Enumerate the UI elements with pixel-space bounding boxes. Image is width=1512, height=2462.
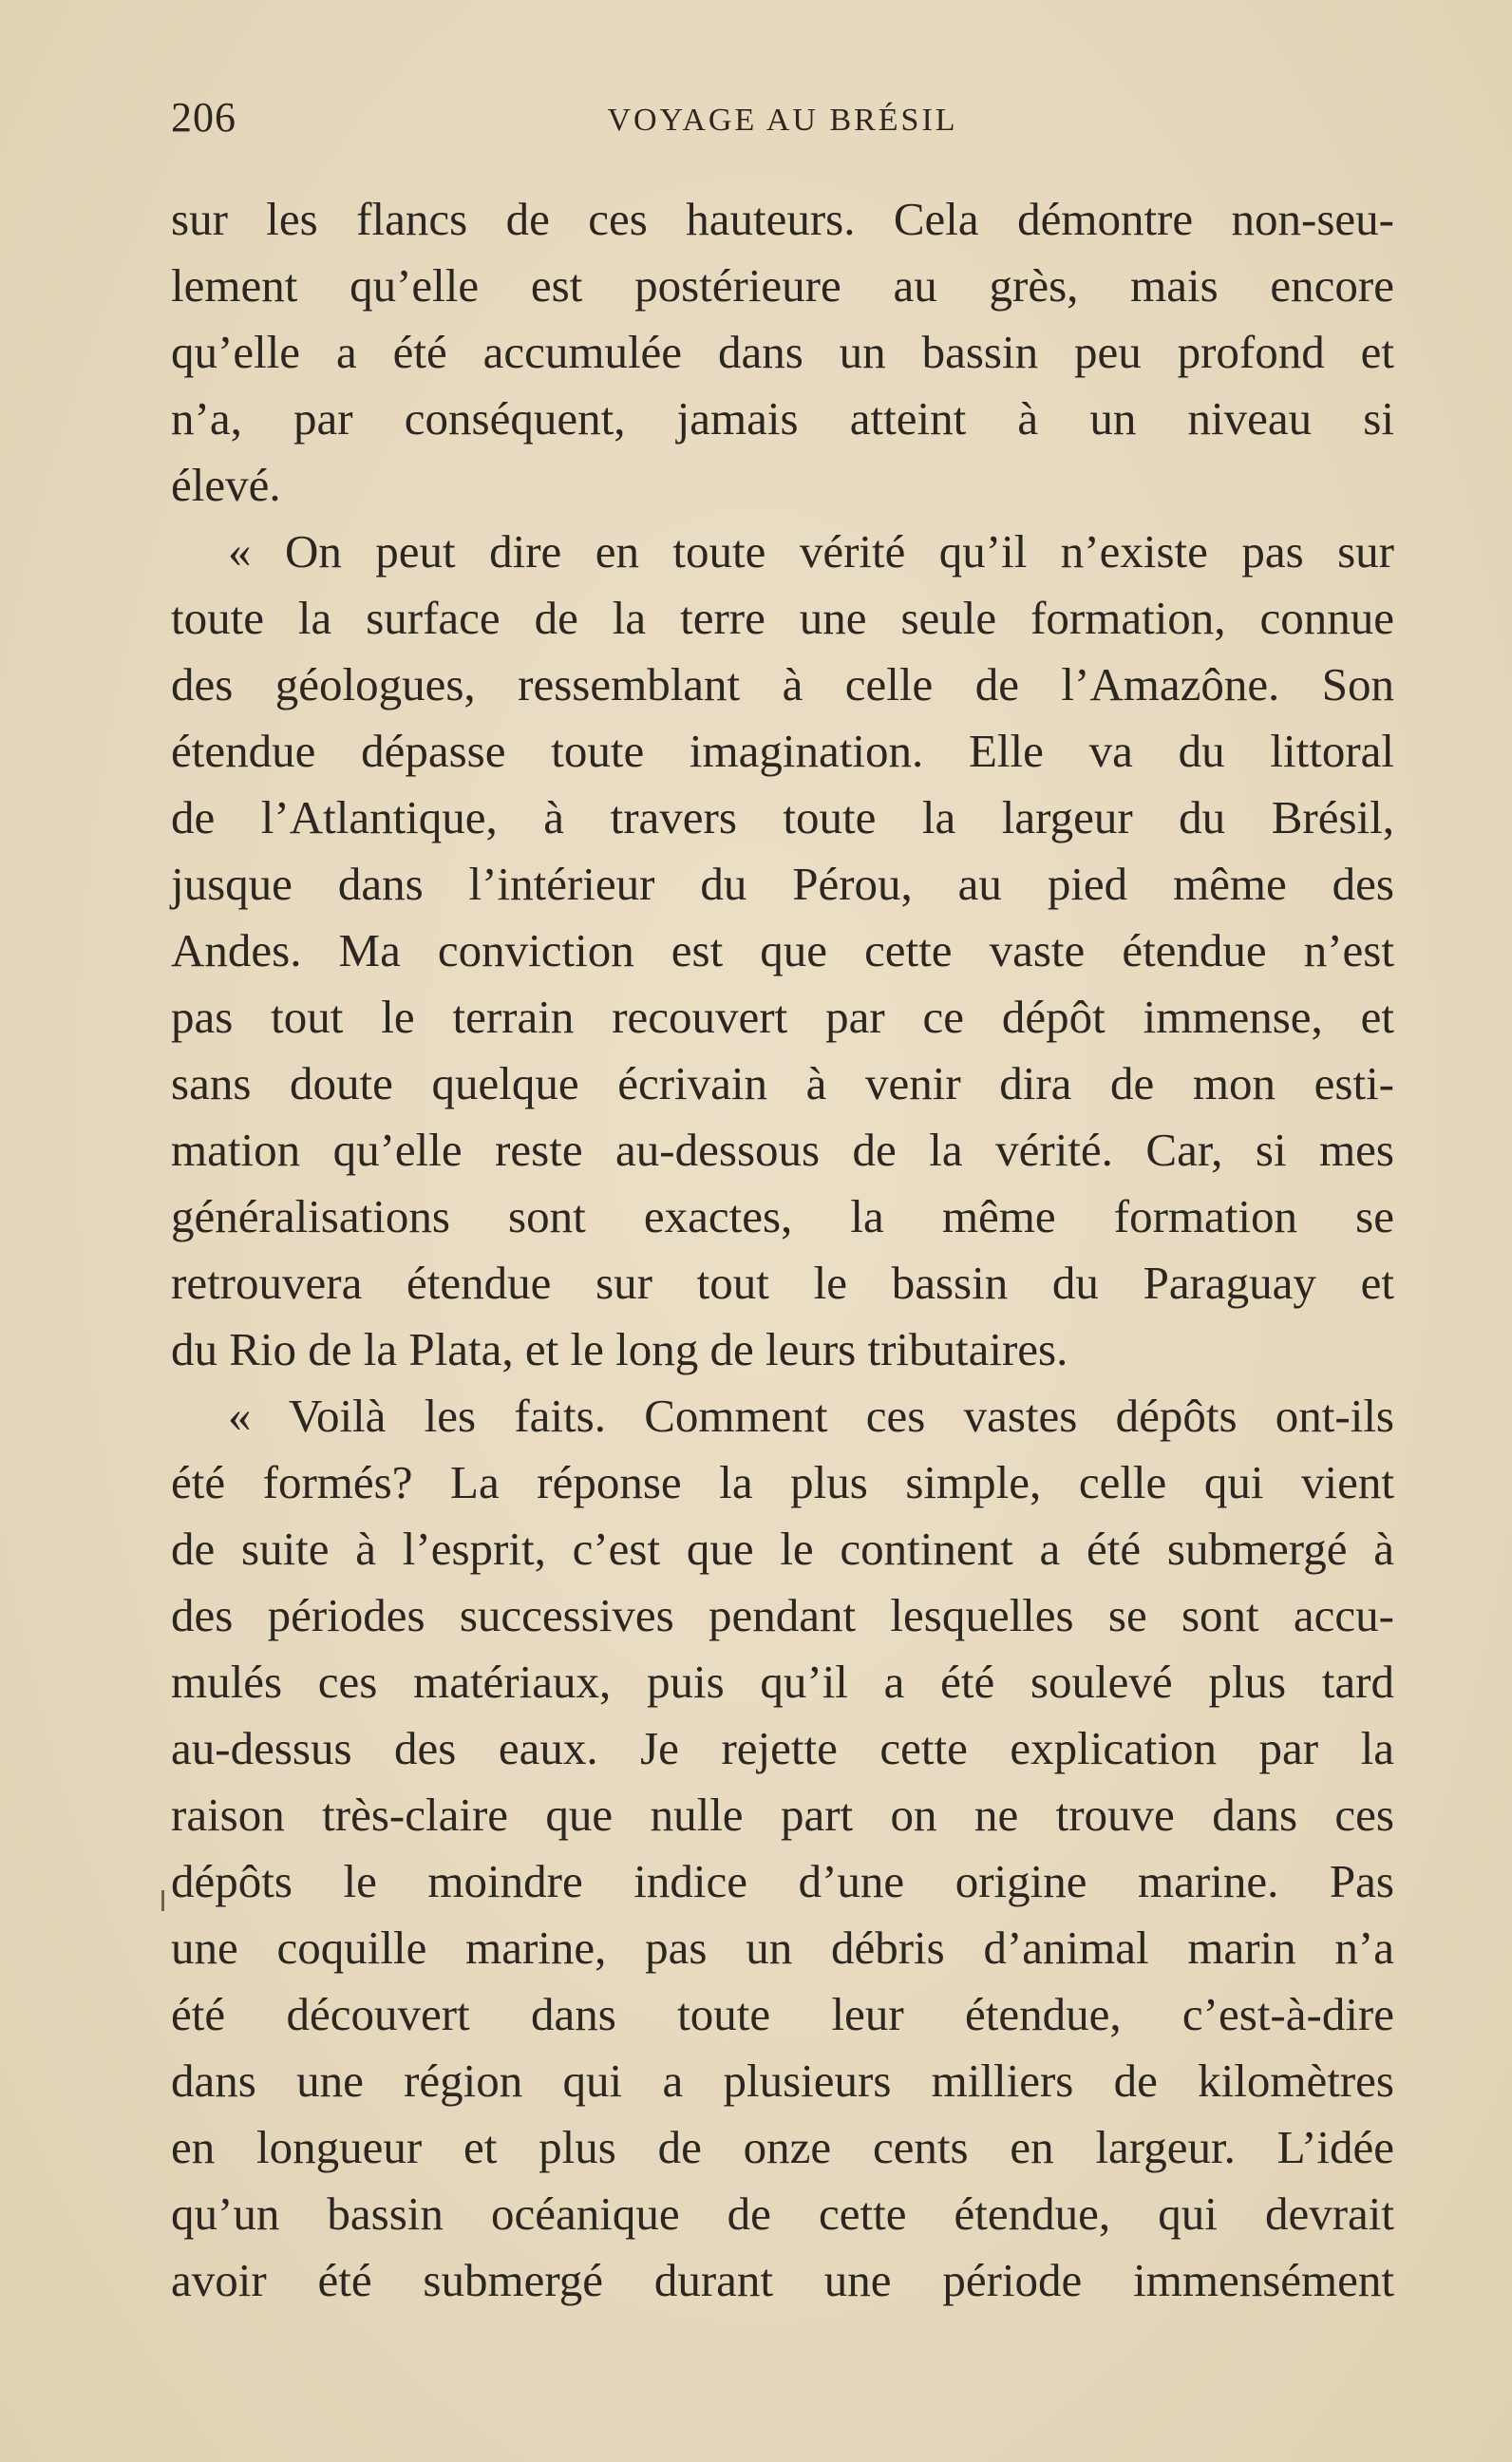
running-head: VOYAGE AU BRÉSIL [607,103,958,138]
text-line: « Voilà les faits. Comment ces vastes dépôts ont-ils [228,1390,1394,1442]
text-line: une coquille marine, pas un débris d’animal marin n’a [171,1922,1394,1974]
text-line: avoir été submergé durant une période immensément [171,2254,1394,2306]
text-line: sans doute quelque écrivain à venir dira de mon esti- [171,1057,1394,1109]
page-header [171,93,1394,150]
text-line: qu’elle a été accumulée dans un bassin peu profond et [171,326,1394,378]
text-line: n’a, par conséquent, jamais atteint à un niveau si [171,392,1394,445]
text-line: qu’un bassin océanique de cette étendue, qui devrait [171,2187,1394,2240]
margin-mark [161,1890,164,1911]
text-line: « On peut dire en toute vérité qu’il n’existe pas sur [228,525,1394,578]
text-line: dans une région qui a plusieurs milliers de kilomètres [171,2055,1394,2107]
text-line: retrouvera étendue sur tout le bassin du Paraguay et [171,1257,1394,1309]
text-line: jusque dans l’intérieur du Pérou, au pied même des [171,858,1394,910]
text-line: été découvert dans toute leur étendue, c’est-à-dire [171,1988,1394,2040]
text-line: pas tout le terrain recouvert par ce dépôt immense, et [171,991,1394,1043]
text-line: du Rio de la Plata, et le long de leurs tributaires. [171,1323,1068,1375]
text-line: été formés? La réponse la plus simple, celle qui vient [171,1456,1394,1508]
text-line: mation qu’elle reste au-dessous de la vérité. Car, si mes [171,1124,1394,1176]
text-line: étendue dépasse toute imagination. Elle va du littoral [171,725,1394,777]
body-text [171,186,1394,2314]
text-line: en longueur et plus de onze cents en largeur. L’idée [171,2121,1394,2173]
text-line: des périodes successives pendant lesquelles se sont accu- [171,1589,1394,1641]
text-line: sur les flancs de ces hauteurs. Cela démontre non-seu- [171,193,1394,245]
text-line: des géologues, ressemblant à celle de l’Amazône. Son [171,658,1394,710]
text-line: de suite à l’esprit, c’est que le continent a été submergé à [171,1523,1394,1575]
text-line: mulés ces matériaux, puis qu’il a été soulevé plus tard [171,1656,1394,1708]
text-line: généralisations sont exactes, la même formation se [171,1190,1394,1242]
text-line: raison très-claire que nulle part on ne trouve dans ces [171,1789,1394,1841]
text-line: lement qu’elle est postérieure au grès, mais encore [171,259,1394,312]
text-line: toute la surface de la terre une seule formation, connue [171,592,1394,644]
text-line: dépôts le moindre indice d’une origine marine. Pas [171,1855,1394,1907]
page-number: 206 [171,94,236,141]
text-line: Andes. Ma conviction est que cette vaste étendue n’est [171,924,1394,976]
text-line: au-dessus des eaux. Je rejette cette explication par la [171,1722,1394,1774]
text-line: de l’Atlantique, à travers toute la largeur du Brésil, [171,791,1394,843]
text-line: élevé. [171,459,281,511]
